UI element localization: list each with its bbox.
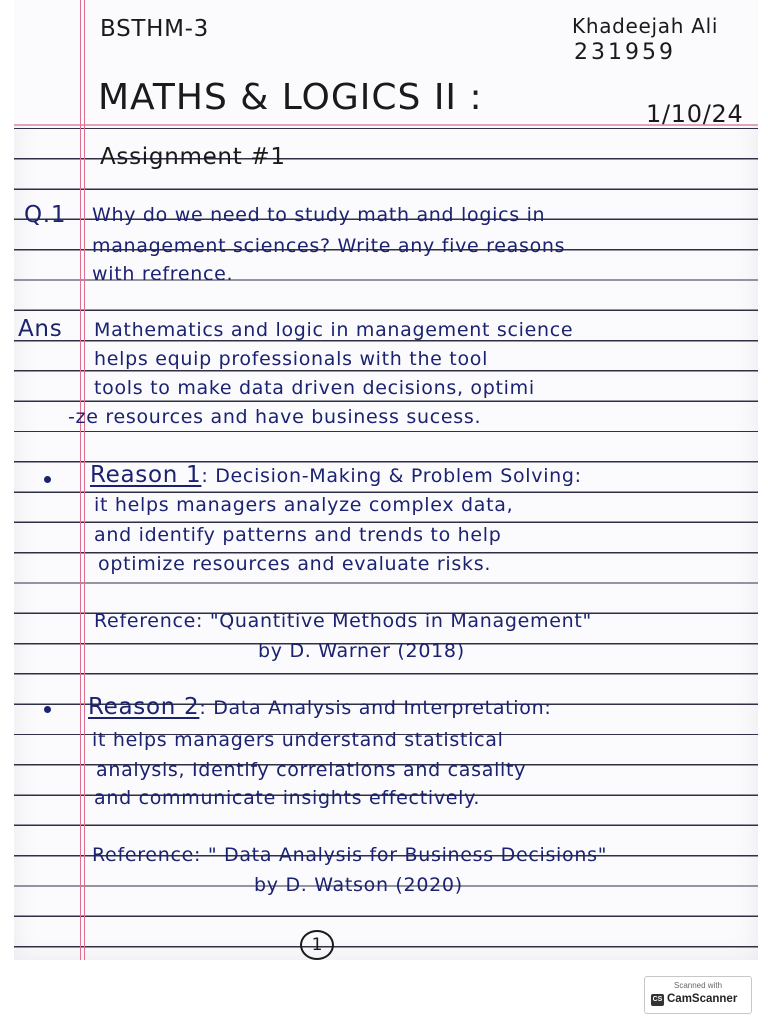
camscanner-watermark <box>644 976 752 1014</box>
question-label: Q.1 <box>24 202 67 228</box>
course-code: BSTHM-3 <box>100 16 209 42</box>
margin-line-right <box>84 0 85 960</box>
reason-1-line: it helps managers analyze complex data, <box>94 494 514 516</box>
watermark-brand: CamScanner <box>667 993 738 1005</box>
bullet-point <box>44 476 51 483</box>
answer-line: Mathematics and logic in management science <box>94 319 574 341</box>
question-line: Why do we need to study math and logics in <box>92 204 546 226</box>
subject-title: MATHS & LOGICS II : <box>98 77 483 118</box>
camscanner-logo-icon: CS <box>651 994 664 1006</box>
student-name: Khadeejah Ali <box>572 14 719 38</box>
margin-line-left <box>80 0 81 960</box>
reason-1-heading-line <box>90 464 582 487</box>
watermark-caption: Scanned with <box>673 981 723 990</box>
student-id: 231959 <box>574 40 676 65</box>
reason-2-reference: Reference: " Data Analysis for Business Decisions" <box>92 844 608 866</box>
reason-2-heading: : Data Analysis and Interpretation: <box>199 697 552 719</box>
reason-2-heading-line <box>88 696 551 719</box>
reason-1-reference-author: by D. Warner (2018) <box>258 640 465 662</box>
reason-1-line: optimize resources and evaluate risks. <box>98 553 492 575</box>
question-line: with refrence. <box>92 263 234 285</box>
answer-label: Ans <box>18 316 63 342</box>
answer-line: tools to make data driven decisions, optimi <box>94 377 535 399</box>
reason-1-heading: : Decision-Making & Problem Solving: <box>201 465 582 487</box>
assignment-title: Assignment #1 <box>100 144 286 170</box>
bullet-point <box>44 706 51 713</box>
reason-2-line: it helps managers understand statistical <box>92 729 504 751</box>
reason-2-line: and communicate insights effectively. <box>94 787 481 809</box>
page-number: 1 <box>300 930 334 960</box>
reason-1-title: Reason 1 <box>90 462 202 488</box>
assignment-date: 1/10/24 <box>646 100 744 128</box>
notebook-page <box>14 0 758 960</box>
reason-1-line: and identify patterns and trends to help <box>94 524 502 546</box>
answer-line: helps equip professionals with the tool <box>94 348 489 370</box>
answer-line: -ze resources and have business sucess. <box>68 406 482 428</box>
reason-2-reference-author: by D. Watson (2020) <box>254 874 463 896</box>
reason-1-reference: Reference: "Quantitive Methods in Management" <box>94 610 592 632</box>
reason-2-line: analysis, Identify correlations and casality <box>96 759 527 781</box>
reason-2-title: Reason 2 <box>88 694 200 720</box>
question-line: management sciences? Write any five reasons <box>92 235 566 257</box>
